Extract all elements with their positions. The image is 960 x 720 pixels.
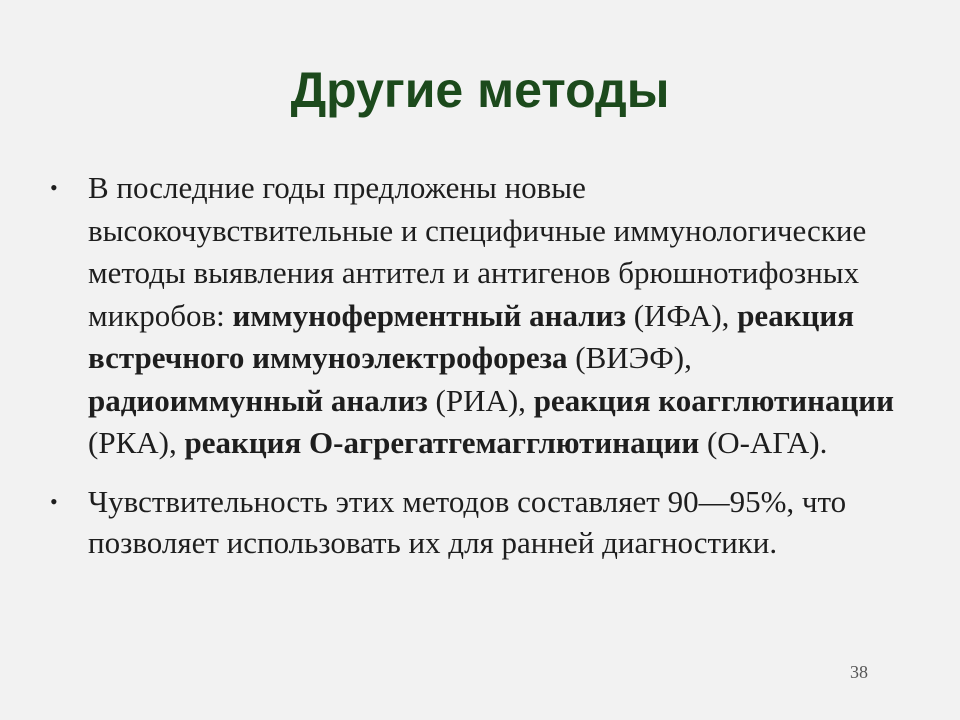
bullet-point-icon: • [50, 175, 58, 200]
sensitivity-text: Чувствительность этих методов составляет 90—95%, что позволяет использовать их для ранней диагностики. [88, 483, 847, 560]
method-ifa-name: иммуноферментный анализ [232, 297, 626, 333]
slide-title: Другие методы [290, 62, 670, 118]
methods-intro-text: В последние годы предложены новые высокочувствительные и специфичные иммунологические методы выявления антител и антигенов брюшнотифозных микробов: [88, 170, 867, 333]
method-oaga-abbr: (О-АГА). [699, 425, 828, 460]
bullet-list [48, 167, 898, 563]
method-rka-name: реакция коагглютинации [533, 382, 895, 418]
bullet-item-methods [48, 167, 898, 465]
method-ria-abbr: (РИА), [427, 382, 534, 418]
page-number: 38 [850, 662, 868, 682]
method-vief-name: реакция встречного иммуноэлектрофореза [88, 297, 855, 375]
method-vief-abbr: (ВИЭФ), [567, 340, 692, 375]
bullet-item-sensitivity [48, 481, 898, 563]
method-ria-name: радиоиммунный анализ [88, 382, 428, 418]
method-ifa-abbr: (ИФА), [625, 297, 738, 333]
method-rka-abbr: (РКА), [88, 425, 185, 460]
method-oaga-name: реакция О-агрегатгемагглютинации [184, 425, 700, 460]
bullet-point-icon: • [50, 488, 58, 514]
